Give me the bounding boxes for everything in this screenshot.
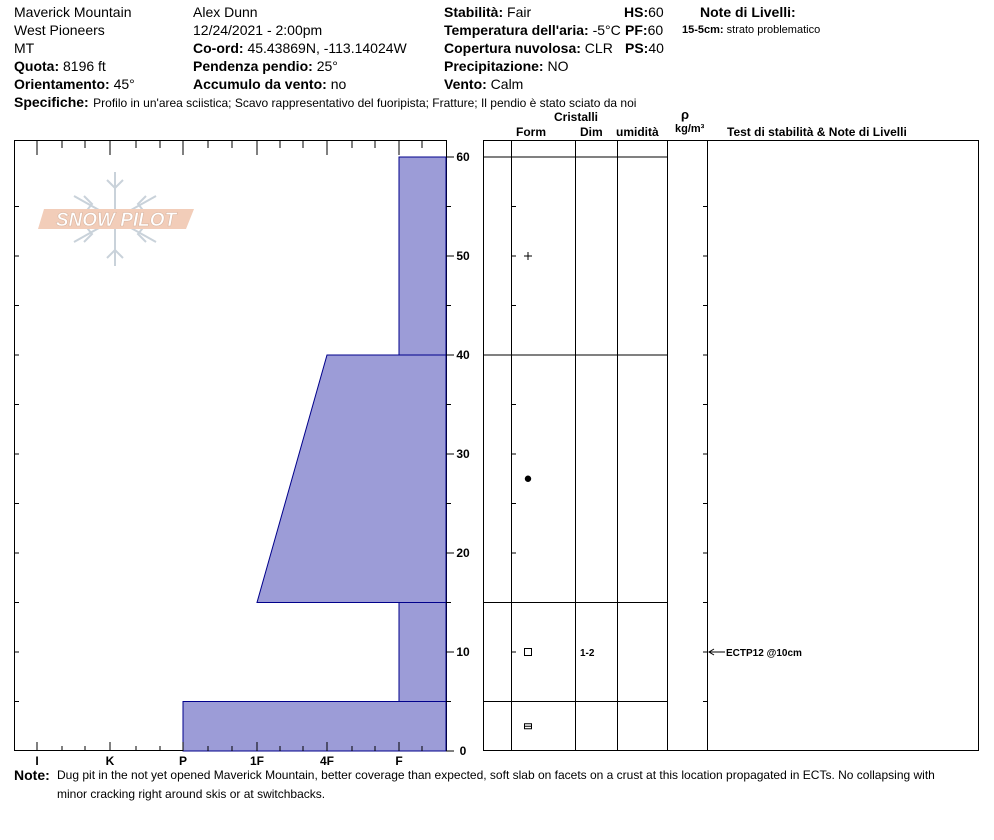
density-symbol: ρ bbox=[681, 107, 690, 122]
precip-label: Precipitazione: bbox=[444, 58, 544, 74]
precip-value: NO bbox=[547, 58, 569, 74]
hardness-label-P: P bbox=[178, 754, 188, 768]
notes-label: Note: bbox=[14, 767, 50, 783]
elevation-value: 8196 ft bbox=[63, 58, 106, 74]
specifics-label: Specifiche: bbox=[14, 94, 89, 110]
snowpilot-logo bbox=[38, 172, 194, 266]
hardness-layer-3 bbox=[183, 702, 446, 752]
hardness-label-4F: 4F bbox=[319, 754, 335, 768]
cloud-label: Copertura nuvolosa: bbox=[444, 40, 581, 56]
elevation-label: Quota: bbox=[14, 58, 60, 74]
slope-value: 25° bbox=[316, 58, 338, 74]
state-name: MT bbox=[14, 40, 35, 56]
wind-loading-value: no bbox=[330, 76, 347, 92]
coords-label: Co-ord: bbox=[193, 40, 244, 56]
hardness-layer-0 bbox=[399, 157, 446, 355]
slope-label: Pendenza pendio: bbox=[193, 58, 313, 74]
notes-line-2: minor cracking right around skis or at switchbacks. bbox=[57, 787, 326, 801]
ps-label: PS: bbox=[625, 40, 649, 56]
depth-label-0: 0 bbox=[459, 744, 467, 758]
hardness-layer-1 bbox=[257, 355, 446, 603]
air-temp-label: Temperatura dell'aria: bbox=[444, 22, 589, 38]
hardness-label-F: F bbox=[395, 754, 403, 768]
precip-particle-icon bbox=[524, 252, 532, 260]
logo-text: SNOW PILOT bbox=[55, 210, 177, 231]
notes-line-1: Dug pit in the not yet opened Maverick Mountain, better coverage than expected, soft slab on facets on a crust at this location propagated in ECTs. No collapsing with bbox=[57, 768, 935, 782]
air-temp-value: -5°C bbox=[592, 22, 621, 38]
aspect-label: Orientamento: bbox=[14, 76, 110, 92]
grain-size-value: 1-2 bbox=[580, 648, 595, 659]
pf-value: 60 bbox=[647, 22, 664, 38]
size-header: Dim bbox=[580, 125, 603, 139]
crystals-header: Cristalli bbox=[554, 110, 599, 124]
depth-label-30: 30 bbox=[456, 447, 470, 461]
stability-tests bbox=[709, 648, 802, 659]
hardness-axis-labels bbox=[35, 754, 402, 768]
layer-notes-title: Note di Livelli: bbox=[700, 4, 796, 20]
grain-sizes bbox=[580, 648, 595, 659]
observer-name: Alex Dunn bbox=[193, 4, 258, 20]
moisture-header: umidità bbox=[616, 125, 659, 139]
depth-label-60: 60 bbox=[456, 150, 470, 164]
layer-note-depth: 15-5cm: bbox=[682, 24, 724, 36]
wind-label: Vento: bbox=[444, 76, 487, 92]
coords-value: 45.43869N, -113.14024W bbox=[247, 40, 407, 56]
depth-label-10: 10 bbox=[456, 645, 470, 659]
faceted-crystals-icon bbox=[525, 649, 532, 656]
layer-table-ticks bbox=[511, 207, 708, 702]
depth-axis-labels bbox=[456, 150, 470, 758]
crystal-forms bbox=[524, 252, 532, 729]
hs-label: HS: bbox=[624, 4, 649, 20]
hs-value: 60 bbox=[648, 4, 664, 20]
depth-label-20: 20 bbox=[456, 546, 470, 560]
wind-value: Calm bbox=[490, 76, 524, 92]
layer-note-text: strato problematico bbox=[726, 24, 821, 36]
depth-label-50: 50 bbox=[456, 249, 470, 263]
rounded-grains-icon bbox=[525, 476, 531, 482]
depth-label-40: 40 bbox=[456, 348, 470, 362]
hardness-profile bbox=[183, 157, 446, 751]
melt-freeze-crust-icon bbox=[525, 724, 532, 729]
layer-table-frame bbox=[484, 141, 979, 751]
observation-datetime: 12/24/2021 - 2:00pm bbox=[193, 22, 323, 38]
wind-loading-label: Accumulo da vento: bbox=[193, 76, 327, 92]
tests-header: Test di stabilità & Note di Livelli bbox=[727, 125, 907, 139]
specifics-value: Profilo in un'area sciistica; Scavo rappresentativo del fuoripista; Fratture; Il pendio è stato sciato da noi bbox=[93, 96, 637, 110]
range-name: West Pioneers bbox=[14, 22, 105, 38]
stability-test-label: ECTP12 @10cm bbox=[726, 648, 802, 659]
stability-label: Stabilità: bbox=[444, 4, 504, 20]
ps-value: 40 bbox=[648, 40, 664, 56]
pf-label: PF: bbox=[625, 22, 648, 38]
hardness-layer-2 bbox=[399, 603, 446, 702]
location-name: Maverick Mountain bbox=[14, 4, 132, 20]
form-header: Form bbox=[516, 125, 546, 139]
cloud-value: CLR bbox=[584, 40, 613, 56]
hardness-label-I: I bbox=[35, 754, 39, 768]
stability-value: Fair bbox=[507, 4, 532, 20]
aspect-value: 45° bbox=[113, 76, 135, 92]
hardness-label-1F: 1F bbox=[249, 754, 265, 768]
hardness-label-K: K bbox=[105, 754, 115, 768]
density-unit: kg/m³ bbox=[675, 123, 705, 135]
